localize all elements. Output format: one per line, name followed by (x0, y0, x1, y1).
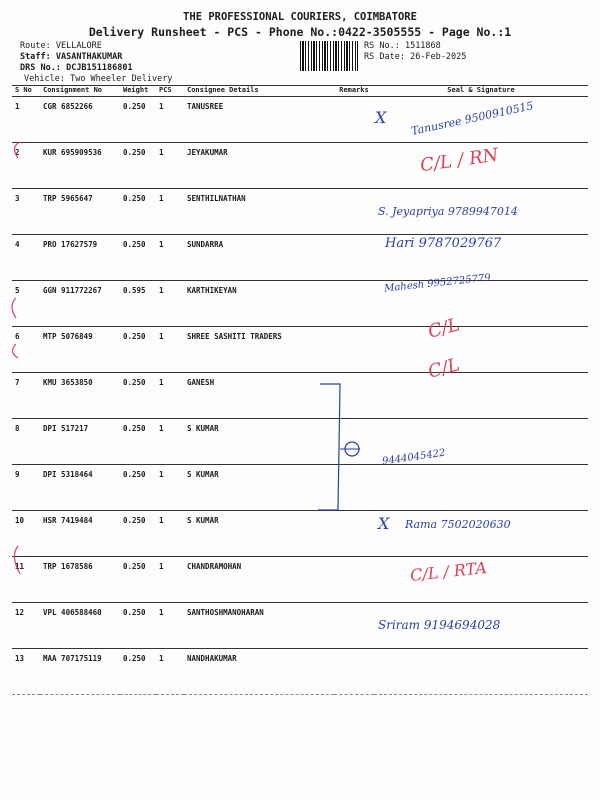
sig-row-4: Hari 9787029767 (385, 236, 502, 251)
cell-remarks (334, 143, 374, 189)
cell-remarks (334, 373, 374, 419)
cell-consignee: SHREE SASHITI TRADERS (184, 327, 334, 373)
sig-x-11: X (378, 514, 390, 533)
table-row (12, 465, 588, 511)
cell-consignment: TRP 1678586 (40, 557, 120, 603)
cell-signature (374, 327, 588, 373)
cell-consignee: SANTHOSHMANOHARAN (184, 603, 334, 649)
sig-row-11: Rama 7502020630 (405, 518, 511, 531)
table-row (12, 649, 588, 695)
drs-line (20, 63, 133, 73)
cell-pcs: 1 (156, 373, 184, 419)
cell-weight: 0.250 (120, 143, 156, 189)
rs-date-line (364, 52, 466, 62)
cell-remarks (334, 557, 374, 603)
table-row (12, 557, 588, 603)
cell-weight: 0.250 (120, 189, 156, 235)
cell-weight: 0.250 (120, 327, 156, 373)
cell-sno: 4 (12, 235, 40, 281)
cell-pcs: 1 (156, 235, 184, 281)
cell-weight: 0.250 (120, 511, 156, 557)
cell-weight: 0.250 (120, 97, 156, 143)
table-row (12, 373, 588, 419)
table-row (12, 143, 588, 189)
cell-weight: 0.250 (120, 373, 156, 419)
staff-value: VASANTHAKUMAR (55, 52, 123, 62)
cell-pcs: 1 (156, 143, 184, 189)
cell-consignment: PRO 17627579 (40, 235, 120, 281)
cell-sno: 6 (12, 327, 40, 373)
cell-consignment: KMU 3653850 (40, 373, 120, 419)
sig-row-8-10: 9444045422 (381, 447, 447, 468)
barcode (300, 41, 358, 71)
sig-x-1: X (375, 108, 387, 127)
cell-consignment: DPI 5318464 (40, 465, 120, 511)
cell-signature (374, 373, 588, 419)
cell-consignee: SENTHILNATHAN (184, 189, 334, 235)
cell-consignee: GANESH (184, 373, 334, 419)
vehicle-value: Two Wheeler Delivery (70, 74, 173, 84)
cell-weight: 0.250 (120, 465, 156, 511)
vehicle-line (24, 74, 172, 84)
cell-consignee: CHANDRAMOHAN (184, 557, 334, 603)
vehicle-label: Vehicle: (24, 74, 65, 84)
cell-remarks (334, 189, 374, 235)
cell-pcs: 1 (156, 97, 184, 143)
rs-no-value: 1511868 (404, 41, 441, 51)
drs-label: DRS No.: (20, 63, 61, 73)
cell-sno: 12 (12, 603, 40, 649)
cell-weight: 0.250 (120, 603, 156, 649)
col-sno: S No (12, 86, 40, 97)
cell-weight: 0.250 (120, 649, 156, 695)
cell-sno: 11 (12, 557, 40, 603)
sig-row-1: Tanusree 9500910515 (410, 99, 535, 138)
cell-pcs: 1 (156, 465, 184, 511)
cell-consignee: S KUMAR (184, 511, 334, 557)
cell-consignee: S KUMAR (184, 419, 334, 465)
rs-date-value: 26-Feb-2025 (410, 52, 467, 62)
col-consignment: Consignment No (40, 86, 120, 97)
cell-consignee: JEYAKUMAR (184, 143, 334, 189)
table-row (12, 235, 588, 281)
cell-consignee: NANDHAKUMAR (184, 649, 334, 695)
cell-pcs: 1 (156, 649, 184, 695)
col-pcs: PCS (156, 86, 184, 97)
cell-consignment: KUR 695909536 (40, 143, 120, 189)
cell-remarks (334, 281, 374, 327)
col-signature: Seal & Signature (374, 86, 588, 97)
cell-remarks (334, 603, 374, 649)
cell-remarks (334, 465, 374, 511)
rs-no-label: RS No.: (364, 41, 400, 51)
cell-consignee: S KUMAR (184, 465, 334, 511)
cell-sno: 3 (12, 189, 40, 235)
cell-sno: 2 (12, 143, 40, 189)
cell-sno: 5 (12, 281, 40, 327)
route-line (20, 41, 102, 51)
drs-value: DCJB151186801 (66, 63, 133, 73)
cell-consignee: SUNDARRA (184, 235, 334, 281)
sig-row-3: S. Jeyapriya 9789947014 (378, 205, 518, 218)
cell-weight: 0.250 (120, 557, 156, 603)
rs-date-label: RS Date: (364, 52, 405, 62)
cell-remarks (334, 327, 374, 373)
cell-sno: 13 (12, 649, 40, 695)
col-remarks: Remarks (334, 86, 374, 97)
cell-weight: 0.250 (120, 419, 156, 465)
col-weight: Weight (120, 86, 156, 97)
cell-remarks (334, 97, 374, 143)
table-row (12, 97, 588, 143)
cell-weight: 0.595 (120, 281, 156, 327)
cell-sno: 10 (12, 511, 40, 557)
cell-sno: 9 (12, 465, 40, 511)
company-title: THE PROFESSIONAL COURIERS, COIMBATORE (183, 11, 417, 23)
runsheet-subtitle: Delivery Runsheet - PCS - Phone No.:0422-3505555 - Page No.:1 (88, 25, 512, 39)
staff-label: Staff: (20, 52, 51, 62)
cell-remarks (334, 419, 374, 465)
runsheet-table (12, 85, 588, 695)
cell-consignment: CGR 6852266 (40, 97, 120, 143)
cell-sno: 8 (12, 419, 40, 465)
cell-consignment: DPI 517217 (40, 419, 120, 465)
cell-pcs: 1 (156, 419, 184, 465)
cell-consignment: HSR 7419484 (40, 511, 120, 557)
cell-pcs: 1 (156, 327, 184, 373)
cell-sno: 7 (12, 373, 40, 419)
cell-remarks (334, 235, 374, 281)
table-body (12, 97, 588, 695)
cell-pcs: 1 (156, 511, 184, 557)
cell-pcs: 1 (156, 189, 184, 235)
cell-consignment: VPL 406588460 (40, 603, 120, 649)
cell-pcs: 1 (156, 603, 184, 649)
cell-consignee: TANUSREE (184, 97, 334, 143)
table-row (12, 419, 588, 465)
cell-consignment: TRP 5965647 (40, 189, 120, 235)
cell-consignee: KARTHIKEYAN (184, 281, 334, 327)
col-consignee: Consignee Details (184, 86, 334, 97)
cell-consignment: MTP 5076849 (40, 327, 120, 373)
remark-row-2: C/L / RN (418, 144, 500, 177)
cell-remarks (334, 511, 374, 557)
remark-row-7: C/L (425, 354, 462, 383)
table-row (12, 603, 588, 649)
staff-line (20, 52, 122, 62)
cell-remarks (334, 649, 374, 695)
cell-weight: 0.250 (120, 235, 156, 281)
cell-signature (374, 465, 588, 511)
route-value: VELLALORE (55, 41, 102, 51)
table-row (12, 327, 588, 373)
remark-row-6: C/L (425, 314, 462, 343)
table-header-row (12, 86, 588, 97)
cell-sno: 1 (12, 97, 40, 143)
rs-no-line (364, 41, 441, 51)
cell-consignment: GGN 911772267 (40, 281, 120, 327)
cell-signature (374, 649, 588, 695)
sig-row-5: Mahesh 9952725779 (383, 272, 492, 295)
cell-pcs: 1 (156, 281, 184, 327)
table-row (12, 281, 588, 327)
sig-row-13: Sriram 9194694028 (378, 618, 501, 632)
cell-pcs: 1 (156, 557, 184, 603)
route-label: Route: (20, 41, 51, 51)
cell-consignment: MAA 707175119 (40, 649, 120, 695)
remark-row-12: C/L / RTA (409, 558, 488, 585)
